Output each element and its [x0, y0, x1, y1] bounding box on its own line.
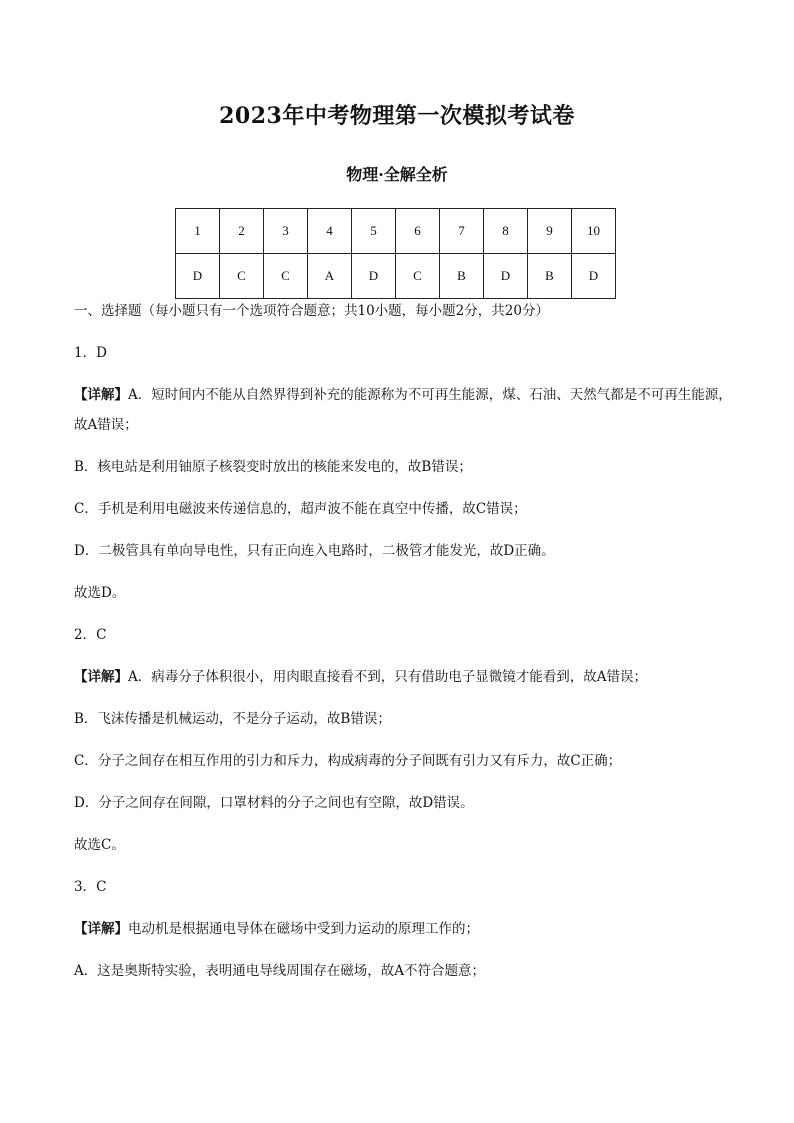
question-3-answer: 3．C [74, 879, 107, 895]
option-c-explanation: C．分子之间存在相互作用的引力和斥力，构成病毒的分子间既有引力又有斥力，故C正确； [74, 753, 622, 769]
detail-tag: 【详解】 [74, 669, 128, 685]
question-number-cell: 5 [352, 209, 396, 254]
answer-cell: D [572, 254, 616, 299]
option-d-explanation: D．二极管具有单向导电性，只有正向连入电路时，二极管才能发光，故D正确。 [74, 543, 555, 559]
detail-intro-text: 电动机是根据通电导体在磁场中受到力运动的原理工作的； [128, 921, 479, 937]
question-1-answer: 1．D [74, 345, 107, 361]
section-heading: 一、选择题（每小题只有一个选项符合题意；共10小题，每小题2分，共20分） [74, 303, 549, 319]
detail-tag: 【详解】 [74, 921, 128, 937]
detail-tag: 【详解】 [74, 387, 128, 403]
question-number-cell: 8 [484, 209, 528, 254]
question-number-cell: 4 [308, 209, 352, 254]
answer-table-number-row [176, 209, 616, 254]
answer-cell: B [528, 254, 572, 299]
page-subtitle: 物理·全解全析 [346, 165, 448, 184]
question-number-cell: 6 [396, 209, 440, 254]
question-1-conclusion: 故选D。 [74, 585, 126, 601]
answer-cell: C [264, 254, 308, 299]
question-number-cell: 9 [528, 209, 572, 254]
option-a-explanation: A．短时间内不能从自然界得到补充的能源称为不可再生能源，煤、石油、天然气都是不可再生能源，故A错误； [74, 387, 732, 433]
option-d-explanation: D．分子之间存在间隙，口罩材料的分子之间也有空隙，故D错误。 [74, 795, 474, 811]
answer-cell: D [484, 254, 528, 299]
question-number-cell: 2 [220, 209, 264, 254]
question-3-detail-intro [74, 918, 734, 940]
option-a-explanation: A．这是奥斯特实验，表明通电导线周围存在磁场，故A不符合题意； [74, 963, 485, 979]
question-2-conclusion: 故选C。 [74, 837, 125, 853]
question-number-cell: 10 [572, 209, 616, 254]
option-c-explanation: C．手机是利用电磁波来传递信息的，超声波不能在真空中传播，故C错误； [74, 501, 527, 517]
question-2-answer: 2．C [74, 627, 107, 643]
option-b-explanation: B．核电站是利用铀原子核裂变时放出的核能来发电的，故B错误； [74, 459, 472, 475]
answer-table-answer-row [176, 254, 616, 299]
answer-cell: C [220, 254, 264, 299]
question-2-detail-a [74, 666, 734, 688]
answer-cell: D [352, 254, 396, 299]
answer-cell: B [440, 254, 484, 299]
question-1-detail-a [74, 380, 734, 440]
answer-cell: C [396, 254, 440, 299]
question-number-cell: 7 [440, 209, 484, 254]
answer-cell: A [308, 254, 352, 299]
answer-cell: D [176, 254, 220, 299]
question-number-cell: 1 [176, 209, 220, 254]
answer-table [175, 208, 616, 299]
option-b-explanation: B．飞沫传播是机械运动，不是分子运动，故B错误； [74, 711, 391, 727]
option-a-explanation: A．病毒分子体积很小，用肉眼直接看不到，只有借助电子显微镜才能看到，故A错误； [128, 669, 647, 685]
question-number-cell: 3 [264, 209, 308, 254]
solution-content [74, 300, 734, 1002]
page-title: 2023年中考物理第一次模拟考试卷 [219, 103, 575, 129]
